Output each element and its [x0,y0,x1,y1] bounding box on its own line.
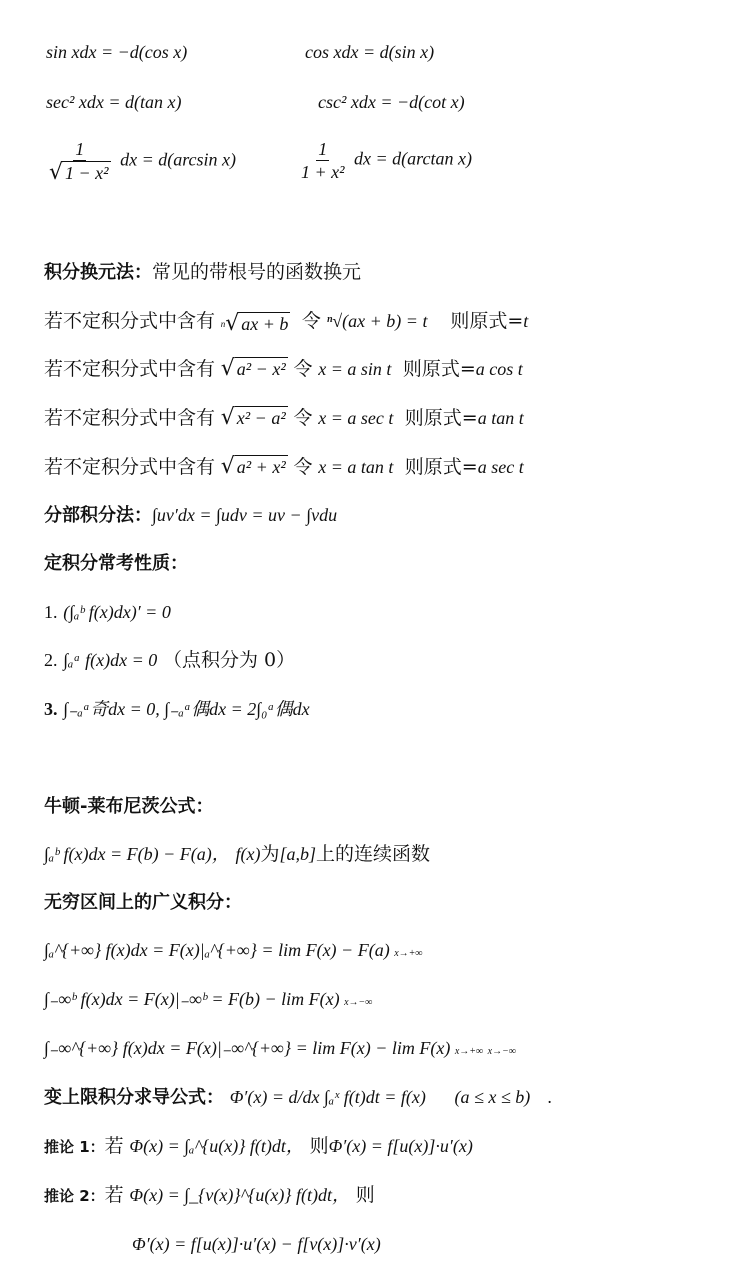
variable-limit-formula: Φ′(x) = d/dx ∫ₐˣ f(t)dt = f(x) [229,1087,426,1107]
substitution-expression: ⁿ√(ax + b) = t [326,311,428,331]
radicand: 1 − x² [65,163,109,183]
variable-limit-heading: 变上限积分求导公式： [44,1087,224,1108]
corollary-2-result: Φ′(x) = f[u(x)]·u′(x) − f[v(x)]·v′(x) [132,1234,381,1254]
formula-rest: dx = d(arcsin x) [120,149,237,170]
fraction-numerator: 1 [318,139,328,159]
improper-line-3 [44,1036,516,1064]
definite-item-2 [44,648,295,673]
newton-line [44,842,430,867]
corollary-2 [44,1183,375,1208]
limit-subscript: x→−∞ [344,997,373,1008]
item-formula: ∫₋ₐᵃ奇dx = 0, ∫₋ₐᵃ偶dx = 2∫₀ᵃ偶dx [63,699,310,719]
variable-limit-tail: . [547,1087,552,1107]
definite-heading: 定积分常考性质： [44,553,188,574]
newton-heading: 牛顿-莱布尼茨公式： [44,796,214,817]
formula-sin-differential: sin xdx = −d(cos x) [46,42,188,62]
substitution-heading: 积分换元法： [44,262,152,283]
then-label: 则原式= [402,358,476,380]
corollary-then: 则 [309,1135,329,1157]
fraction [299,138,347,183]
radical: √ a² + x² [220,454,286,479]
corollary-if: 若 [104,1135,124,1157]
let-label: 令 [293,358,313,380]
item-note: （点积分为 0） [162,649,296,671]
substitution-prefix: 若不定积分式中含有 [44,310,216,332]
substitution-expression: x = a sin t [318,359,392,379]
substitution-prefix: 若不定积分式中含有 [44,358,216,380]
improper-formula: ∫ₐ^{+∞} f(x)dx = F(x)|ₐ^{+∞} = lim F(x) − F(a) [44,940,390,960]
improper-line-1 [44,938,423,966]
limit-subscript: x→+∞ [394,948,423,959]
limit-subscript: x→+∞ [454,1046,484,1057]
substitution-prefix: 若不定积分式中含有 [44,407,216,429]
then-label: 则原式= [450,310,524,332]
item-formula: (∫ₐᵇ f(x)dx)′ = 0 [63,602,171,622]
formula-cos-differential: cos xdx = d(sin x) [305,42,435,62]
variable-limit-line [44,1085,552,1110]
let-label: 令 [301,310,321,332]
let-label: 令 [293,456,313,478]
corollary-formula: Φ(x) = ∫_{v(x)}^{u(x)} f(t)dt， [129,1185,351,1205]
formula-arcsin-differential [44,138,236,185]
limit-subscript: x→−∞ [487,1046,516,1057]
fraction-denominator: 1 + x² [301,162,345,182]
fraction-denominator [47,161,113,185]
parts-heading: 分部积分法： [44,505,152,526]
then-label: 则原式= [404,407,478,429]
newton-note-mid: 为 [260,843,280,865]
substitution-expression: x = a tan t [318,457,394,477]
let-label: 令 [293,407,313,429]
item-label: 3. [44,699,58,719]
item-label: 2. [44,650,58,670]
substitution-heading-note: 常见的带根号的函数换元 [152,261,362,283]
then-label: 则原式= [404,456,478,478]
substitution-row-4 [44,455,524,480]
definite-item-1 [44,600,171,625]
corollary-result: Φ′(x) = f[u(x)]·u′(x) [328,1136,473,1156]
parts-formula: ∫uv′dx = ∫udv = uv − ∫vdu [152,505,338,525]
improper-heading: 无穷区间上的广义积分： [44,892,242,913]
substitution-heading-line [44,260,361,285]
substitution-row-3 [44,406,524,431]
corollary-if: 若 [104,1184,124,1206]
radical: √ x² − a² [220,405,286,430]
formula-csc2-differential: csc² xdx = −d(cot x) [318,92,465,112]
corollary-label: 推论 1： [44,1138,105,1156]
substitution-result: a cos t [475,359,523,379]
radical: √ 1 − x² [49,160,109,185]
item-formula: ∫ₐᵃ f(x)dx = 0 [63,650,158,670]
improper-formula: ∫₋∞^{+∞} f(x)dx = F(x)|₋∞^{+∞} = lim F(x) − lim F(x) [44,1038,451,1058]
radical: √ a² − x² [220,356,286,381]
variable-limit-condition: (a ≤ x ≤ b) [454,1087,531,1107]
substitution-result: a tan t [477,408,524,428]
formula-sec2-differential: sec² xdx = d(tan x) [46,92,182,112]
substitution-prefix: 若不定积分式中含有 [44,456,216,478]
fraction-numerator: 1 [75,139,85,159]
substitution-expression: x = a sec t [318,408,394,428]
substitution-row-1 [44,309,528,336]
substitution-result: a sec t [477,457,524,477]
newton-note-end: 上的连续函数 [316,843,431,865]
improper-line-2 [44,987,372,1015]
substitution-result: t [523,311,529,331]
item-label: 1. [44,602,58,622]
newton-formula: ∫ₐᵇ f(x)dx = F(b) − F(a)， [44,844,230,864]
substitution-row-2 [44,357,523,382]
formula-rest: dx = d(arctan x) [354,148,472,169]
newton-interval: [a,b] [279,844,317,864]
fraction [47,138,113,185]
corollary-then: 则 [355,1184,375,1206]
corollary-formula: Φ(x) = ∫ₐ^{u(x)} f(t)dt， [129,1136,304,1156]
newton-fx: f(x) [235,844,261,864]
corollary-1 [44,1134,473,1159]
formula-arctan-differential [296,138,472,183]
corollary-label: 推论 2： [44,1187,105,1205]
radical: n √ ax + b [220,311,289,336]
definite-item-3 [44,697,310,722]
improper-formula: ∫₋∞ᵇ f(x)dx = F(x)|₋∞ᵇ = F(b) − lim F(x) [44,989,340,1009]
parts-line [44,503,337,528]
